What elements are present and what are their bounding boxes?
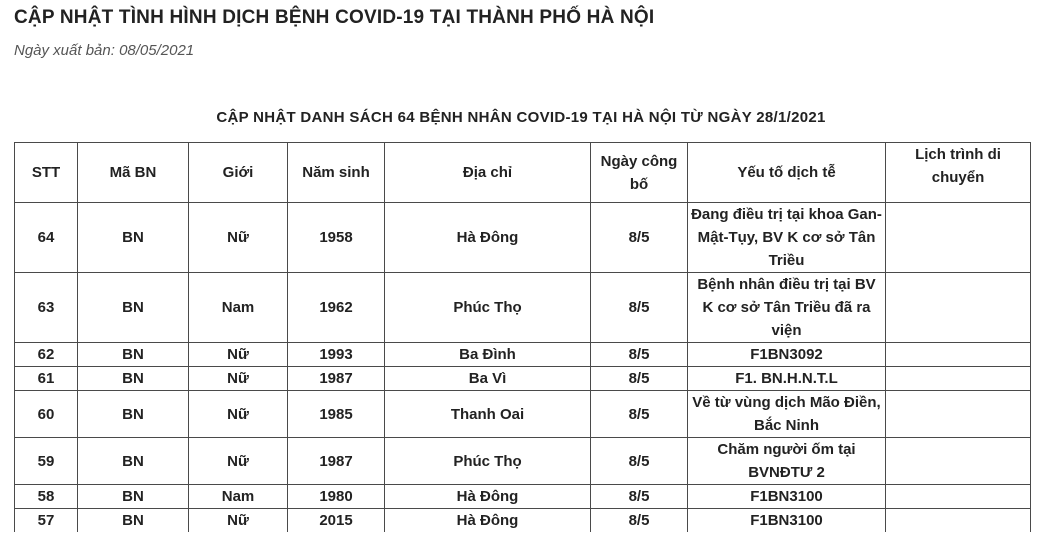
header-ngay-cong-bo: Ngày công bố [591,143,688,203]
cell-dia-chi: Hà Đông [385,203,591,273]
header-lich-trinh: Lịch trình di chuyển [886,143,1031,203]
header-dia-chi: Địa chỉ [385,143,591,203]
cell-ngay: 8/5 [591,391,688,438]
cell-ma-bn: BN [78,273,189,343]
cell-gioi: Nam [189,485,288,509]
cell-yeu-to: Về từ vùng dịch Mão Điền, Bắc Ninh [688,391,886,438]
header-yeu-to-dich-te: Yếu tố dịch tễ [688,143,886,203]
cell-dia-chi: Hà Đông [385,485,591,509]
cell-lich-trinh [886,203,1031,273]
cell-yeu-to: F1BN3092 [688,343,886,367]
cell-lich-trinh [886,391,1031,438]
cell-stt: 59 [15,438,78,485]
cell-ngay: 8/5 [591,203,688,273]
table-row [15,273,1031,343]
cell-lich-trinh [886,438,1031,485]
cell-yeu-to: F1BN3100 [688,485,886,509]
cell-lich-trinh [886,367,1031,391]
table-row [15,509,1031,533]
cell-gioi: Nữ [189,438,288,485]
table-row [15,438,1031,485]
cell-stt: 63 [15,273,78,343]
cell-gioi: Nữ [189,391,288,438]
cell-gioi: Nữ [189,343,288,367]
cell-nam-sinh: 1987 [288,367,385,391]
cell-ngay: 8/5 [591,367,688,391]
table-row [15,203,1031,273]
cell-lich-trinh [886,485,1031,509]
cell-gioi: Nữ [189,203,288,273]
header-ma-bn: Mã BN [78,143,189,203]
cell-stt: 60 [15,391,78,438]
publish-date: Ngày xuất bản: 08/05/2021 [14,42,195,59]
patient-table [14,142,1031,532]
cell-dia-chi: Hà Đông [385,509,591,533]
cell-nam-sinh: 1985 [288,391,385,438]
cell-lich-trinh [886,509,1031,533]
cell-ma-bn: BN [78,203,189,273]
cell-ngay: 8/5 [591,273,688,343]
cell-yeu-to: Đang điều trị tại khoa Gan-Mật-Tụy, BV K cơ sở Tân Triều [688,203,886,273]
header-gioi: Giới [189,143,288,203]
cell-yeu-to: Bệnh nhân điều trị tại BV K cơ sở Tân Triều đã ra viện [688,273,886,343]
cell-nam-sinh: 2015 [288,509,385,533]
cell-nam-sinh: 1980 [288,485,385,509]
cell-ma-bn: BN [78,438,189,485]
cell-yeu-to: Chăm người ốm tại BVNĐTƯ 2 [688,438,886,485]
cell-dia-chi: Phúc Thọ [385,273,591,343]
table-row [15,485,1031,509]
cell-ma-bn: BN [78,367,189,391]
cell-ma-bn: BN [78,343,189,367]
cell-nam-sinh: 1993 [288,343,385,367]
cell-dia-chi: Ba Đình [385,343,591,367]
cell-dia-chi: Phúc Thọ [385,438,591,485]
cell-gioi: Nữ [189,367,288,391]
cell-gioi: Nữ [189,509,288,533]
table-header-row [15,143,1031,203]
cell-stt: 61 [15,367,78,391]
table-row [15,391,1031,438]
page-title: CẬP NHẬT TÌNH HÌNH DỊCH BỆNH COVID-19 TẠI THÀNH PHỐ HÀ NỘI [14,7,655,28]
cell-ngay: 8/5 [591,438,688,485]
cell-ma-bn: BN [78,509,189,533]
cell-stt: 62 [15,343,78,367]
table-heading: CẬP NHẬT DANH SÁCH 64 BỆNH NHÂN COVID-19 TẠI HÀ NỘI TỪ NGÀY 28/1/2021 [216,109,826,126]
cell-stt: 57 [15,509,78,533]
table-row [15,367,1031,391]
cell-nam-sinh: 1958 [288,203,385,273]
cell-dia-chi: Thanh Oai [385,391,591,438]
cell-lich-trinh [886,343,1031,367]
cell-yeu-to: F1BN3100 [688,509,886,533]
header-nam-sinh: Năm sinh [288,143,385,203]
cell-gioi: Nam [189,273,288,343]
table-row [15,343,1031,367]
cell-yeu-to: F1. BN.H.N.T.L [688,367,886,391]
cell-stt: 64 [15,203,78,273]
cell-ngay: 8/5 [591,509,688,533]
cell-nam-sinh: 1962 [288,273,385,343]
cell-ngay: 8/5 [591,343,688,367]
cell-ngay: 8/5 [591,485,688,509]
header-stt: STT [15,143,78,203]
cell-dia-chi: Ba Vì [385,367,591,391]
cell-nam-sinh: 1987 [288,438,385,485]
cell-ma-bn: BN [78,391,189,438]
cell-lich-trinh [886,273,1031,343]
cell-stt: 58 [15,485,78,509]
cell-ma-bn: BN [78,485,189,509]
